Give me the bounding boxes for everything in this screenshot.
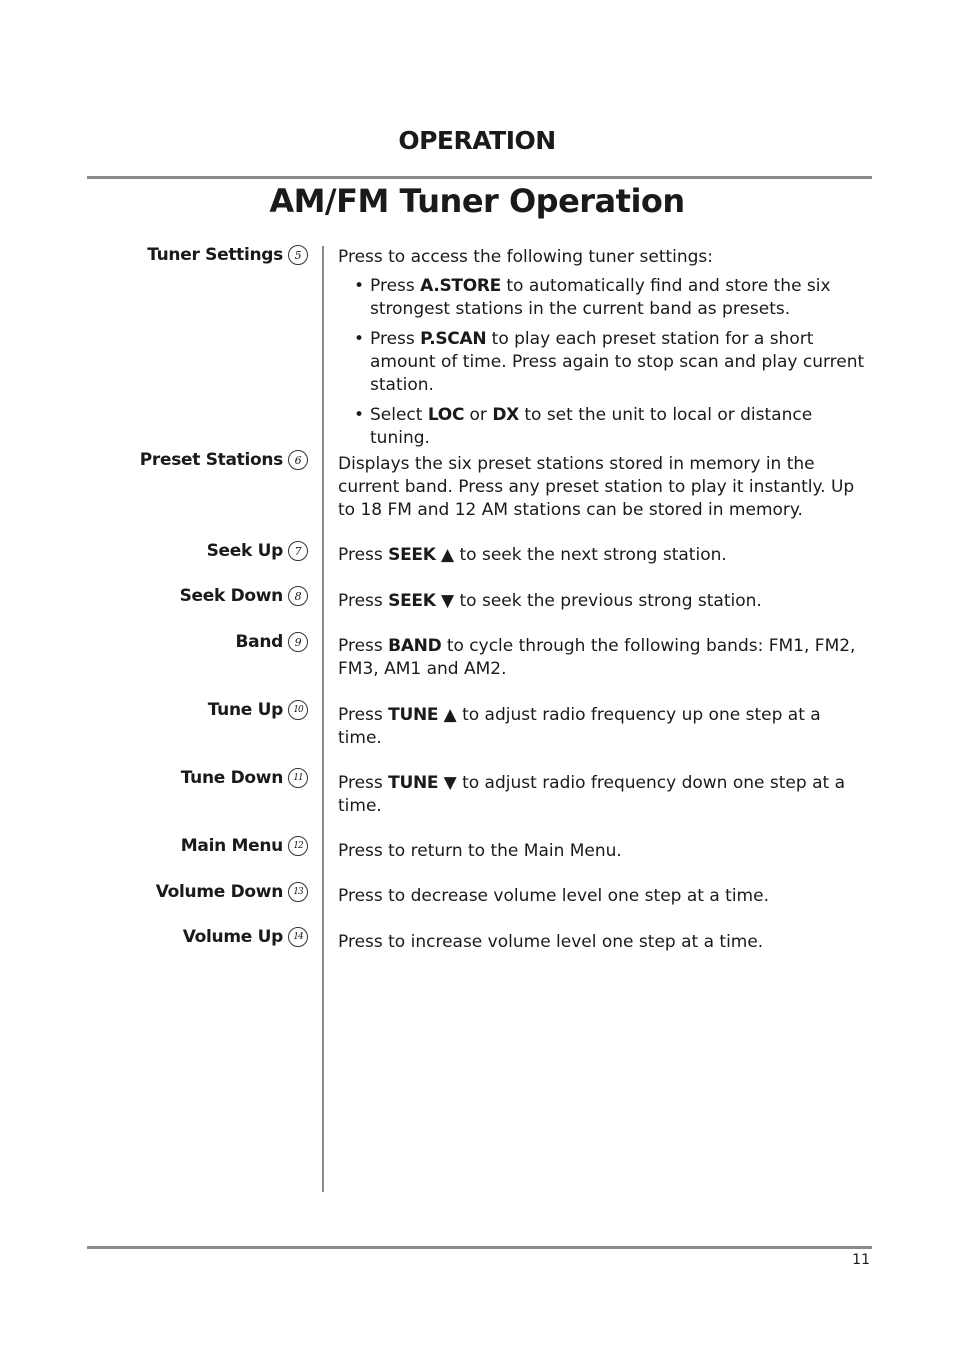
label-seek-up — [207, 541, 308, 561]
list-item: • Press A.STORE to automatically find and store the six strongest stations in the current band as presets. — [338, 275, 868, 321]
settings-list — [338, 275, 868, 450]
label-tuner-settings — [147, 245, 308, 265]
label-text: Band — [235, 632, 283, 652]
down-arrow-icon: ▼ — [443, 773, 457, 793]
bottom-divider — [87, 1246, 872, 1249]
desc-volume-up: Press to increase volume level one step at a time. — [338, 932, 764, 952]
key-astore: A.STORE — [420, 276, 501, 296]
desc-seek-down: Press SEEK ▼ to seek the previous strong station. — [338, 591, 762, 611]
list-item: • Press P.SCAN to play each preset station for a short amount of time. Press again to stop scan and play current station. — [338, 328, 868, 397]
key-tune: TUNE — [388, 705, 439, 725]
top-divider — [87, 176, 872, 179]
page-number: 11 — [852, 1252, 870, 1268]
desc-main-menu: Press to return to the Main Menu. — [338, 841, 622, 861]
label-volume-up — [183, 927, 308, 947]
label-preset-stations — [140, 450, 308, 470]
label-text: Tuner Settings — [147, 245, 283, 265]
desc-band: Press BAND to cycle through the following bands: FM1, FM2, FM3, AM1 and AM2. — [338, 636, 856, 679]
desc-seek-up: Press SEEK ▲ to seek the next strong station. — [338, 545, 727, 565]
callout-number: 12 — [288, 836, 308, 856]
callout-number: 14 — [288, 927, 308, 947]
callout-number: 10 — [288, 700, 308, 720]
desc-intro: Press to access the following tuner settings: — [338, 247, 714, 267]
down-arrow-icon: ▼ — [441, 591, 455, 611]
label-tune-down — [181, 768, 308, 788]
key-tune: TUNE — [388, 773, 439, 793]
label-seek-down — [180, 586, 308, 606]
key-band: BAND — [388, 636, 442, 656]
label-text: Tune Up — [207, 700, 283, 720]
callout-number: 13 — [288, 882, 308, 902]
callout-number: 6 — [288, 450, 308, 470]
page-title: AM/FM Tuner Operation — [269, 182, 685, 220]
callout-number: 11 — [288, 768, 308, 788]
label-text: Seek Down — [179, 586, 283, 606]
key-seek: SEEK — [388, 591, 436, 611]
column-divider — [322, 246, 324, 1192]
label-text: Volume Down — [155, 882, 283, 902]
callout-number: 8 — [288, 586, 308, 606]
key-loc: LOC — [427, 405, 465, 425]
key-seek: SEEK — [388, 545, 436, 565]
label-text: Preset Stations — [139, 450, 283, 470]
desc-preset-stations: Displays the six preset stations stored in memory in the current band. Press any preset station to play it instantly. Up to 18 FM and 12 AM stations can be stored in memory. — [338, 454, 855, 520]
desc-tune-up: Press TUNE ▲ to adjust radio frequency up one step at a time. — [338, 705, 821, 748]
desc-tune-down: Press TUNE ▼ to adjust radio frequency down one step at a time. — [338, 773, 845, 816]
desc-volume-down: Press to decrease volume level one step at a time. — [338, 886, 769, 906]
callout-number: 5 — [288, 245, 308, 265]
label-text: Seek Up — [206, 541, 283, 561]
callout-number: 7 — [288, 541, 308, 561]
label-main-menu — [181, 836, 308, 856]
label-text: Tune Down — [180, 768, 283, 788]
list-item: • Select LOC or DX to set the unit to local or distance tuning. — [338, 404, 868, 450]
up-arrow-icon: ▲ — [443, 705, 457, 725]
key-dx: DX — [492, 405, 519, 425]
key-pscan: P.SCAN — [420, 329, 487, 349]
label-text: Main Menu — [180, 836, 283, 856]
label-text: Volume Up — [182, 927, 283, 947]
desc-tuner-settings — [338, 246, 868, 457]
label-volume-down — [156, 882, 308, 902]
up-arrow-icon: ▲ — [441, 545, 455, 565]
callout-number: 9 — [288, 632, 308, 652]
label-band — [235, 632, 308, 652]
label-tune-up — [208, 700, 308, 720]
section-title: OPERATION — [398, 126, 556, 155]
